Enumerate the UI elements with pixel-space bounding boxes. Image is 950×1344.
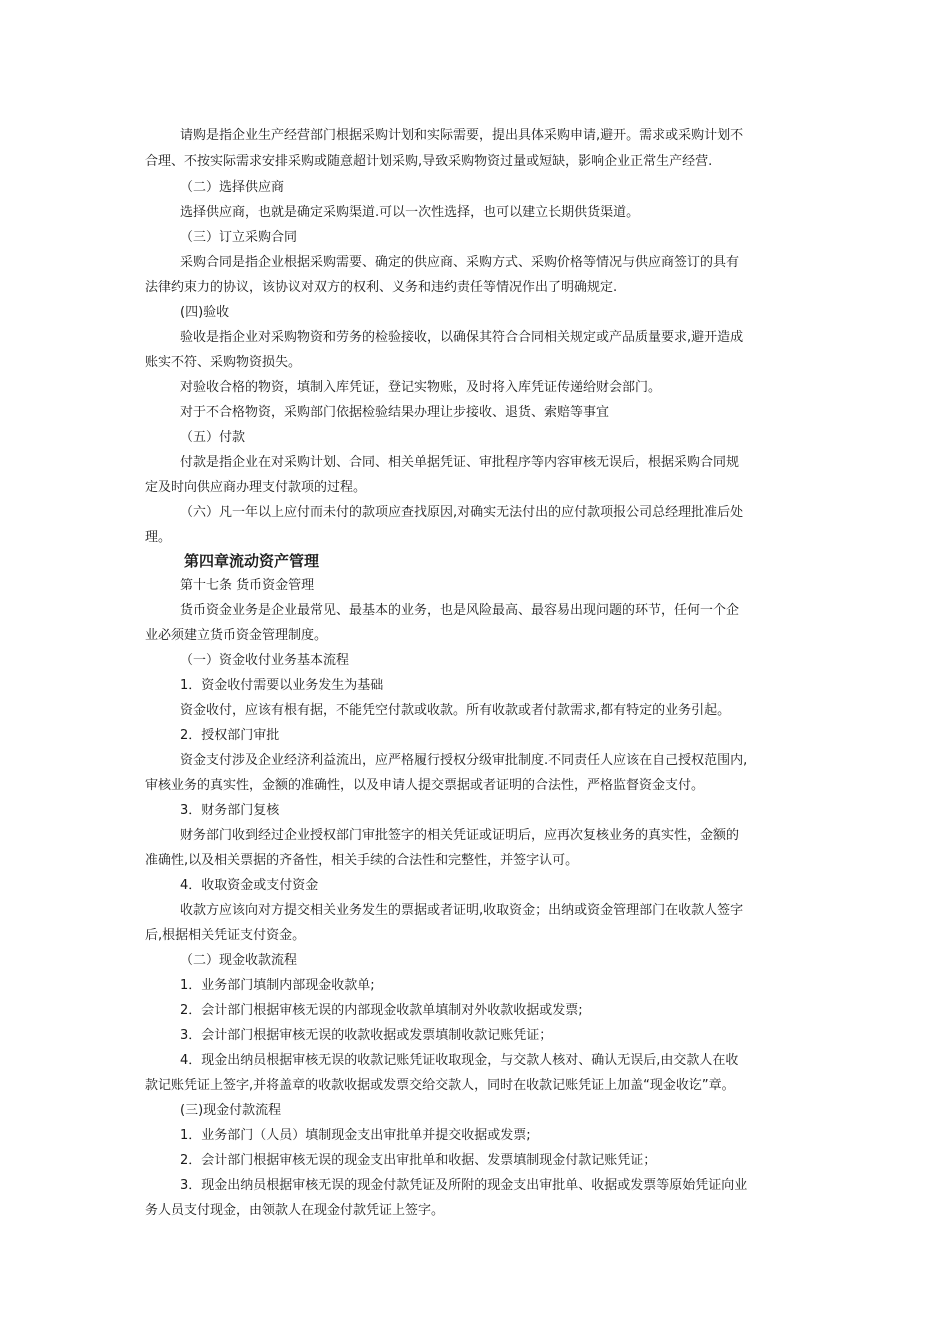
list-item: 1．资金收付需要以业务发生为基础 xyxy=(180,678,384,693)
paragraph-line: （六）凡一年以上应付而未付的款项应查找原因,对确实无法付出的应付款项报公司总经理批准后处 xyxy=(180,505,744,520)
list-item: 4．现金出纳员根据审核无误的收款记账凭证收取现金，与交款人核对、确认无误后,由交款人在收 xyxy=(180,1053,739,1068)
list-item: 1．业务部门（人员）填制现金支出审批单并提交收据或发票; xyxy=(180,1128,531,1143)
section-heading: （二）现金收款流程 xyxy=(180,953,298,968)
paragraph-line: 请购是指企业生产经营部门根据采购计划和实际需要，提出具体采购申请,避开。需求或采购计划不 xyxy=(180,128,744,143)
paragraph-line: 理。 xyxy=(145,530,172,545)
paragraph-line: 合理、不按实际需求安排采购或随意超计划采购,导致采购物资过量或短缺，影响企业正常生产经营. xyxy=(145,154,713,169)
paragraph-line: 法律约束力的协议，该协议对双方的权利、义务和违约责任等情况作出了明确规定. xyxy=(145,280,618,295)
section-heading: （三）订立采购合同 xyxy=(180,230,298,245)
section-heading: (四)验收 xyxy=(180,305,230,320)
paragraph-line: 采购合同是指企业根据采购需要、确定的供应商、采购方式、采购价格等情况与供应商签订的具有 xyxy=(180,255,740,270)
list-item: 3．财务部门复核 xyxy=(180,803,280,818)
list-item: 4．收取资金或支付资金 xyxy=(180,878,319,893)
paragraph-line: 业必须建立货币资金管理制度。 xyxy=(145,628,328,643)
paragraph-line: 验收是指企业对采购物资和劳务的检验接收，以确保其符合合同相关规定或产品质量要求,避开造成 xyxy=(180,330,744,345)
section-heading: （二）选择供应商 xyxy=(180,180,285,195)
paragraph-line: 选择供应商，也就是确定采购渠道.可以一次性选择，也可以建立长期供货渠道。 xyxy=(180,205,640,220)
paragraph-line: 款记账凭证上签字,并将盖章的收款收据或发票交给交款人，同时在收款记账凭证上加盖“现金收讫”章。 xyxy=(145,1078,735,1093)
paragraph-line: 审核业务的真实性，金额的准确性，以及申请人提交票据或者证明的合法性，严格监督资金支付。 xyxy=(145,778,705,793)
list-item: 1．业务部门填制内部现金收款单; xyxy=(180,978,375,993)
list-item: 3．会计部门根据审核无误的收款收据或发票填制收款记账凭证； xyxy=(180,1028,553,1043)
list-item: 2．会计部门根据审核无误的现金支出审批单和收据、发票填制现金付款记账凭证； xyxy=(180,1153,657,1168)
paragraph-line: 务人员支付现金，由领款人在现金付款凭证上签字。 xyxy=(145,1203,445,1218)
paragraph-line: 对验收合格的物资，填制入库凭证，登记实物账，及时将入库凭证传递给财会部门。 xyxy=(180,380,662,395)
paragraph-line: 定及时向供应商办理支付款项的过程。 xyxy=(145,480,367,495)
section-heading: (三)现金付款流程 xyxy=(180,1103,282,1118)
paragraph-line: 付款是指企业在对采购计划、合同、相关单据凭证、审批程序等内容审核无误后，根据采购合同规 xyxy=(180,455,740,470)
paragraph-line: 货币资金业务是企业最常见、最基本的业务，也是风险最高、最容易出现问题的环节，任何一个企 xyxy=(180,603,740,618)
list-item: 2．授权部门审批 xyxy=(180,728,280,743)
paragraph-line: 收款方应该向对方提交相关业务发生的票据或者证明,收取资金；出纳或资金管理部门在收款人签字 xyxy=(180,903,744,918)
paragraph-line: 财务部门收到经过企业授权部门审批签字的相关凭证或证明后，应再次复核业务的真实性，金额的 xyxy=(180,828,740,843)
paragraph-line: 资金收付，应该有根有据，不能凭空付款或收款。所有收款或者付款需求,都有特定的业务引起。 xyxy=(180,703,731,718)
section-heading: （一）资金收付业务基本流程 xyxy=(180,653,350,668)
paragraph-line: 资金支付涉及企业经济利益流出，应严格履行授权分级审批制度.不同责任人应该在自己授权范围内, xyxy=(180,753,748,768)
article-heading: 第十七条 货币资金管理 xyxy=(180,578,315,593)
list-item: 3．现金出纳员根据审核无误的现金付款凭证及所附的现金支出审批单、收据或发票等原始凭证向业 xyxy=(180,1178,748,1193)
chapter-title: 第四章流动资产管理 xyxy=(184,552,320,570)
paragraph-line: 准确性,以及相关票据的齐备性，相关手续的合法性和完整性，并签字认可。 xyxy=(145,853,579,868)
paragraph-line: 账实不符、采购物资损失。 xyxy=(145,355,302,370)
section-heading: （五）付款 xyxy=(180,430,246,445)
paragraph-line: 对于不合格物资，采购部门依据检验结果办理让步接收、退货、索赔等事宜 xyxy=(180,405,610,420)
list-item: 2．会计部门根据审核无误的内部现金收款单填制对外收款收据或发票; xyxy=(180,1003,583,1018)
paragraph-line: 后,根据相关凭证支付资金。 xyxy=(145,928,306,943)
